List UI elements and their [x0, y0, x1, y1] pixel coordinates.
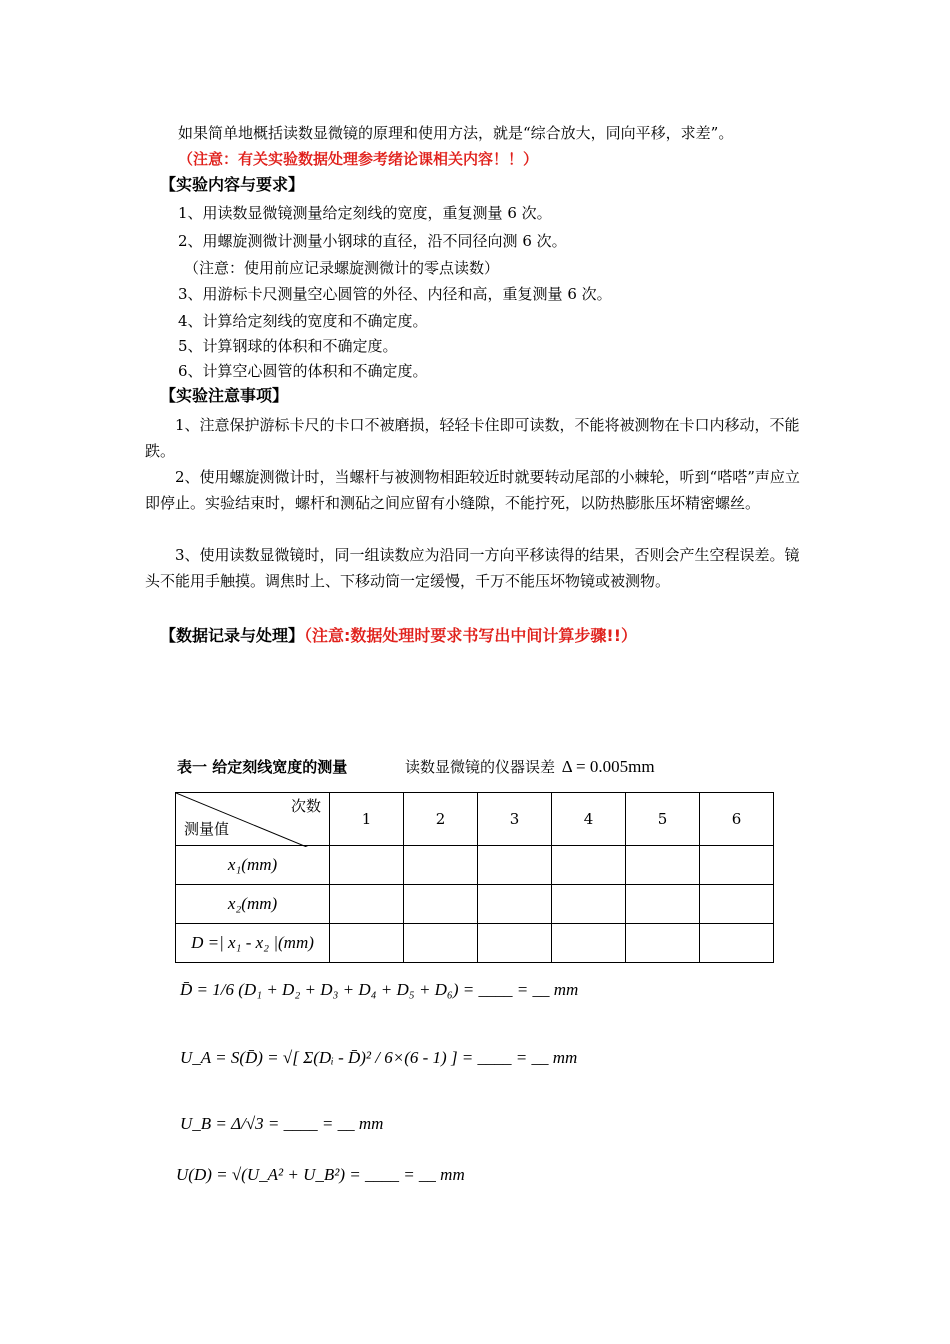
- table-row: [176, 924, 774, 963]
- table-cell[interactable]: [404, 846, 478, 885]
- col-header-4: 4: [552, 793, 626, 846]
- table-row: [176, 846, 774, 885]
- formula-ub: [180, 1102, 383, 1146]
- formula-ub-text: U_B = Δ/√3 = ____ = __ mm: [180, 1114, 384, 1133]
- table-cell[interactable]: [552, 885, 626, 924]
- corner-top-label: 次数: [290, 797, 321, 815]
- table-cell[interactable]: [700, 846, 774, 885]
- content-item-3: 3、用游标卡尺测量空心圆管的外径、内径和高，重复测量 6 次。: [178, 285, 612, 303]
- table1-title-line: [177, 758, 347, 776]
- table-cell[interactable]: [478, 885, 552, 924]
- formula-mean-text: D̄ = 1/6 (D₁ + D₂ + D₃ + D₄ + D₅ + D₆) = ____ = __ mm: [180, 980, 579, 999]
- table-cell[interactable]: [404, 885, 478, 924]
- table-cell[interactable]: [700, 885, 774, 924]
- table1-title: 表一 给定刻线宽度的测量: [177, 758, 348, 776]
- table-cell[interactable]: [626, 885, 700, 924]
- col-header-6: 6: [700, 793, 774, 846]
- table-cell[interactable]: [626, 846, 700, 885]
- content-item-1: 1、用读数显微镜测量给定刻线的宽度，重复测量 6 次。: [178, 204, 552, 222]
- precaution-3: 3、使用读数显微镜时，同一组读数应为沿同一方向平移读得的结果，否则会产生空程误差。镜头不能用手触摸。调焦时上、下移动筒一定缓慢，千万不能压坏物镜或被测物。: [145, 546, 800, 590]
- formula-u: [176, 1158, 465, 1192]
- table1-instrument-line: [405, 758, 655, 776]
- content-item-2: 2、用螺旋测微计测量小钢球的直径，沿不同径向测 6 次。: [178, 232, 567, 250]
- row-label-x1: x₁(mm): [176, 846, 330, 885]
- row-label-x2: x₂(mm): [176, 885, 330, 924]
- intro-summary: 如果简单地概括读数显微镜的原理和使用方法，就是“综合放大，同向平移，求差”。: [178, 124, 734, 142]
- formula-ua: [180, 1036, 577, 1080]
- content-item-6: 6、计算空心圆管的体积和不确定度。: [178, 362, 428, 380]
- table-cell[interactable]: [330, 846, 404, 885]
- formula-ua-text: U_A = S(D̄) = √[ Σ(Dᵢ - D̄)² / 6×(6 - 1) ] = ____ = __ mm: [180, 1048, 578, 1067]
- table-cell[interactable]: [700, 924, 774, 963]
- intro-note: （注意：有关实验数据处理参考绪论课相关内容！！）: [178, 150, 539, 168]
- table1-instrument-value: Δ = 0.005mm: [561, 757, 655, 776]
- precaution-2: 2、使用螺旋测微计时，当螺杆与被测物相距较近时就要转动尾部的小棘轮，听到“嗒嗒”声应立即停止。实验结束时，螺杆和测砧之间应留有小缝隙，不能拧死，以防热膨胀压坏精密螺丝。: [145, 468, 800, 512]
- table-corner-cell: [176, 793, 330, 846]
- content-item-4: 4、计算给定刻线的宽度和不确定度。: [178, 312, 428, 330]
- data-note: （注意:数据处理时要求书写出中间计算步骤!!）: [304, 626, 638, 645]
- formula-mean: [180, 968, 578, 1012]
- precautions-heading: 【实验注意事项】: [160, 386, 289, 405]
- table-cell[interactable]: [478, 924, 552, 963]
- table1: [175, 792, 774, 963]
- table-cell[interactable]: [552, 846, 626, 885]
- content-heading: 【实验内容与要求】: [160, 175, 305, 194]
- corner-bottom-label: 测量值: [184, 820, 230, 838]
- row-label-d: D =| x₁ - x₂ |(mm): [176, 924, 330, 963]
- col-header-3: 3: [478, 793, 552, 846]
- data-heading-line: [160, 627, 637, 645]
- table-cell[interactable]: [552, 924, 626, 963]
- col-header-1: 1: [330, 793, 404, 846]
- table1-instrument-label: 读数显微镜的仪器误差: [405, 758, 556, 776]
- content-item-5: 5、计算钢球的体积和不确定度。: [178, 337, 398, 355]
- table-cell[interactable]: [626, 924, 700, 963]
- formula-u-text: U(D) = √(U_A² + U_B²) = ____ = __ mm: [176, 1165, 465, 1184]
- table-cell[interactable]: [330, 924, 404, 963]
- table-row: [176, 885, 774, 924]
- table-cell[interactable]: [478, 846, 552, 885]
- col-header-5: 5: [626, 793, 700, 846]
- content-item-note: （注意：使用前应记录螺旋测微计的零点读数）: [184, 259, 500, 277]
- table-cell[interactable]: [404, 924, 478, 963]
- precaution-1: 1、注意保护游标卡尺的卡口不被磨损，轻轻卡住即可读数，不能将被测物在卡口内移动，不能跌。: [145, 416, 800, 460]
- data-heading: 【数据记录与处理】: [160, 626, 305, 645]
- col-header-2: 2: [404, 793, 478, 846]
- table-header-row: [176, 793, 774, 846]
- table-cell[interactable]: [330, 885, 404, 924]
